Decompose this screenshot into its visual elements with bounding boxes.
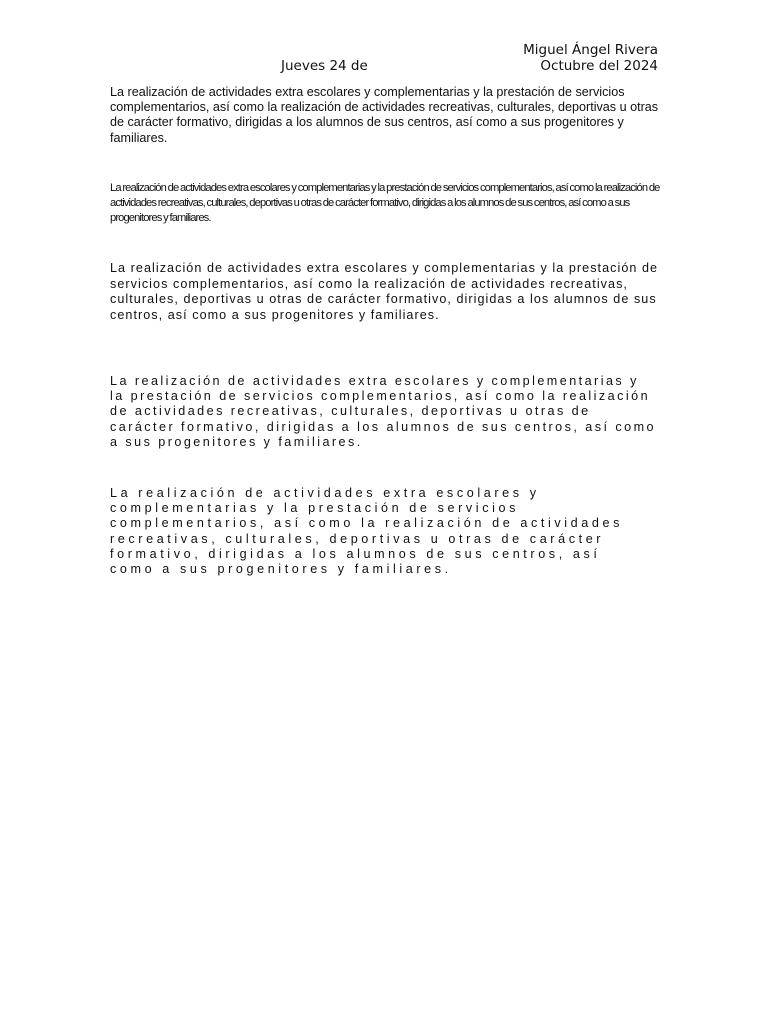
date-month-year: Octubre del 2024 [540, 58, 658, 74]
paragraph-spaced-2: La realización de actividades extra escolares y complementarias y la prestación de servicios complementarios, así como la realización de actividades recreativas, culturales, deportivas u otras de carácter formativo, dirigidas a los alumnos de sus centros, así como a sus progenitores y familiares. [110, 374, 656, 449]
paragraph-condensed: La realización de actividades extra escolares y complementarias y la prestación de servicios complementarios, así como la realización de actividades recreativas, culturales, deportivas u otras de carácter formativo, dirigidas a los alumnos de sus centros, así como a sus progenitores y familiares. [110, 182, 660, 225]
author-name: Miguel Ángel Rivera [523, 42, 658, 58]
paragraph-spaced-1: La realización de actividades extra escolares y complementarias y la prestación de servicios complementarios, así como la realización de actividades recreativas, culturales, deportivas u otras de carácter formativo, dirigidas a los alumnos de sus centros, así como a sus progenitores y familiares. [110, 261, 659, 322]
paragraph-spaced-3: La realización de actividades extra escolares y complementarias y la prestación de servicios complementarios, así como la realización de actividades recreativas, culturales, deportivas u otras de carácter formativo, dirigidas a los alumnos de sus centros, así como a sus progenitores y familiares. [110, 486, 623, 577]
paragraph-normal: La realización de actividades extra escolares y complementarias y la prestación de servicios complementarios, así como la realización de actividades recreativas, culturales, deportivas u otras de carácter formativo, dirigidas a los alumnos de sus centros, así como a sus progenitores y familiares. [110, 85, 659, 145]
date-weekday: Jueves 24 de [281, 58, 368, 74]
